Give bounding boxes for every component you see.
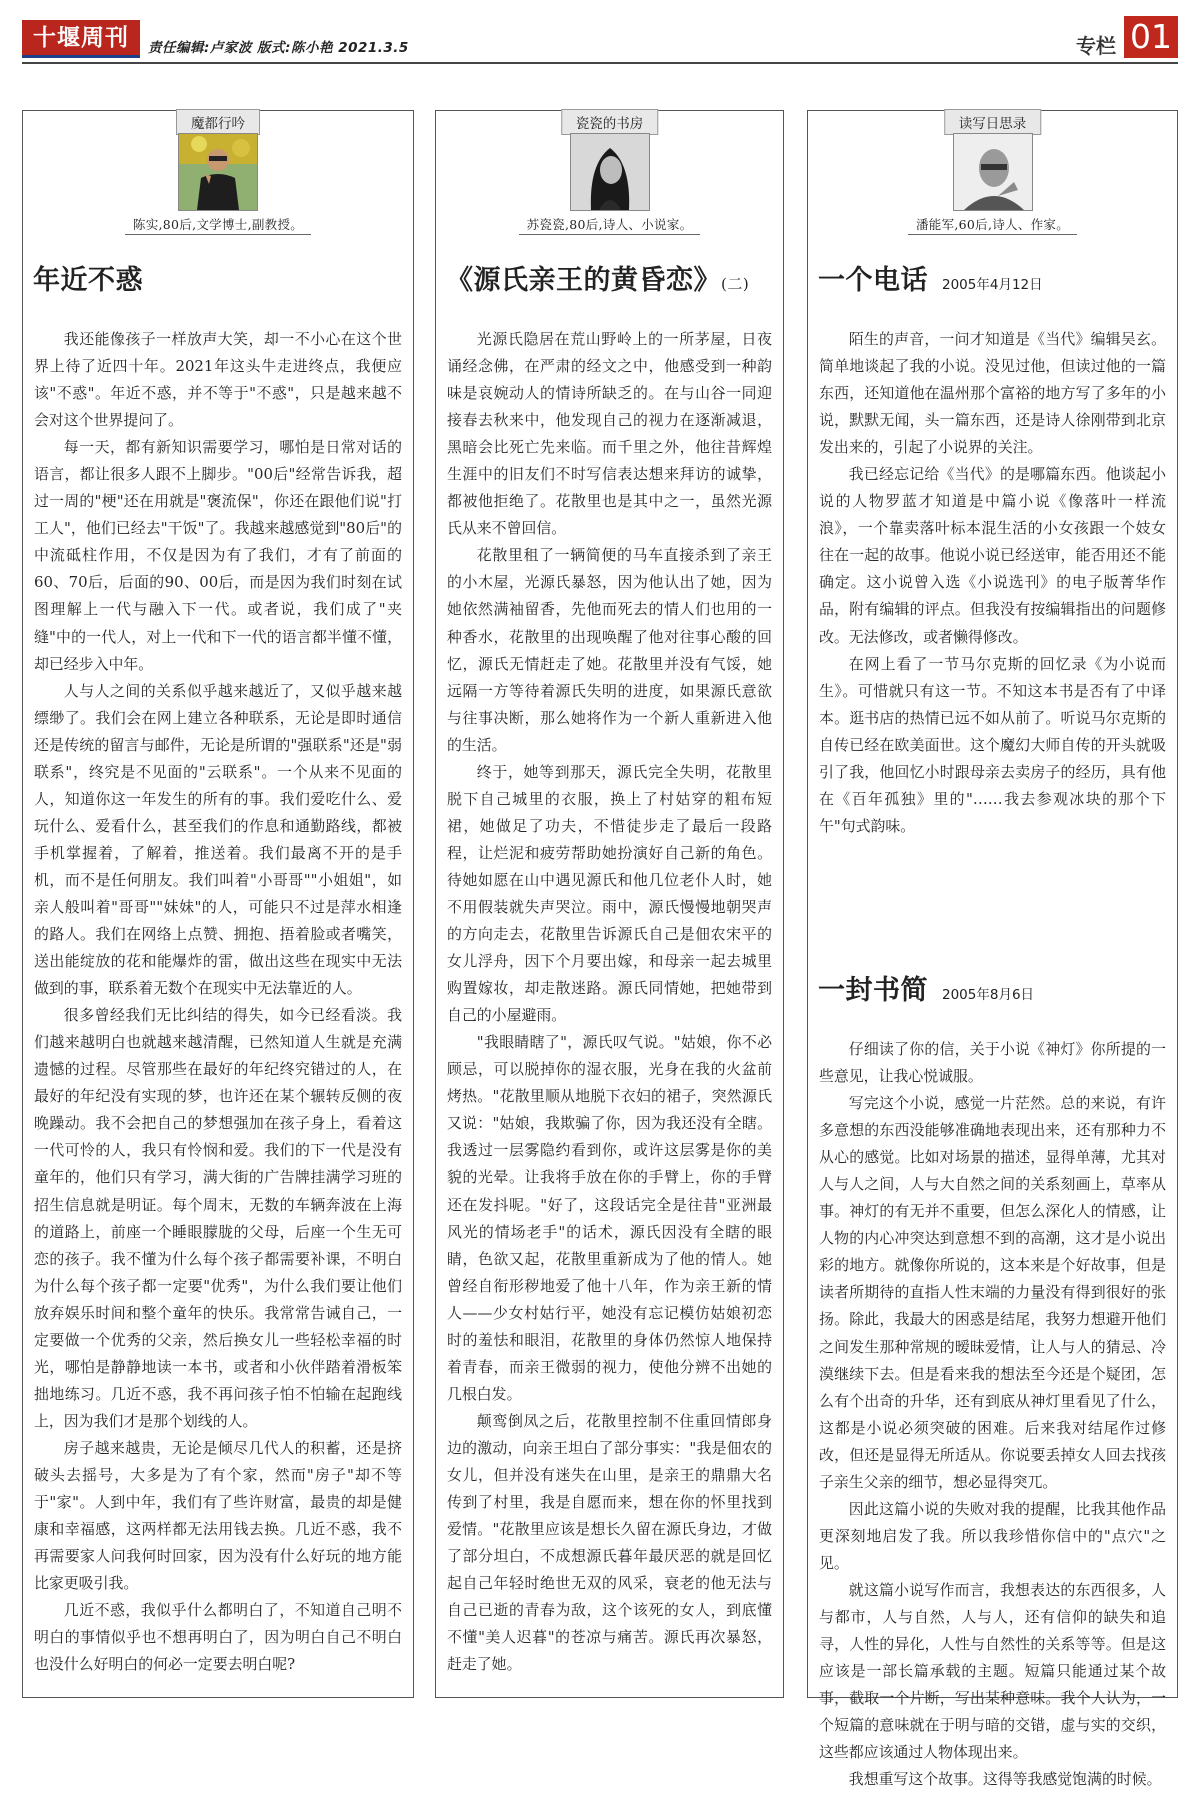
paragraph: 我已经忘记给《当代》的是哪篇东西。他谈起小说的人物罗蓝才知道是中篇小说《像落叶一样流浪》，一个靠卖落叶标本混生活的小女孩跟一个妓女往在一起的故事。他说小说已经送审，能否用还不能确定。这小说曾入选《小说选刊》的电子版菁华作品，附有编辑的评点。但我没有按编辑指出的问题修改。无法修改，或者懒得修改。 xyxy=(819,465,1166,646)
author-photo xyxy=(178,133,258,211)
section-title: 一个电话 2005年4月12日 xyxy=(818,265,1043,296)
paragraph: 我还能像孩子一样放声大笑，却一不小心在这个世界上待了近四十年。2021年这头牛走进终点，我便应该"不惑"。年近不惑，并不等于"不惑"，只是越来越不会对这个世界提问了。 xyxy=(34,330,402,430)
column-modu-xingyin xyxy=(22,110,414,1698)
paragraph: 几近不惑，我似乎什么都明白了，不知道自己明不明白的事情似乎也不想再明白了，因为明白自己不明白也没什么好明白的何必一定要去明白呢? xyxy=(34,1601,402,1674)
paragraph: 因此这篇小说的失败对我的提醒，比我其他作品更深刻地启发了我。所以我珍惜你信中的"点穴"之见。 xyxy=(819,1499,1166,1572)
paragraph: 在网上看了一节马尔克斯的回忆录《为小说而生》。可惜就只有这一节。不知这本书是否有了中译本。逛书店的热情已远不如从前了。听说马尔克斯的自传已经在欧美面世。这个魔幻大师自传的开头就吸引了我，他回忆小时跟母亲去卖房子的经历，具有他在《百年孤独》里的"……我去参观冰块的那个下午"句式韵味。 xyxy=(819,654,1166,835)
paragraph: 光源氏隐居在荒山野岭上的一所茅屋，日夜诵经念佛，在严肃的经文之中，他感受到一种韵味是哀婉动人的情诗所缺乏的。在与山谷一同迎接春去秋来中，他发现自己的视力在逐渐减退，黑暗会比死亡先来临。而千里之外，他往昔辉煌生涯中的旧友们不时写信表达想来拜访的诚挚，都被他拒绝了。花散里也是其中之一，虽然光源氏从来不曾回信。 xyxy=(447,330,772,538)
paragraph: 陌生的声音，一问才知道是《当代》编辑吴玄。简单地谈起了我的小说。没见过他，但读过他的一篇东西，还知道他在温州那个富裕的地方写了多年的小说，默默无闻，头一篇东西，还是诗人徐刚带到北京发出来的，引起了小说界的关注。 xyxy=(819,330,1166,457)
column-tag: 魔都行吟 xyxy=(176,109,260,135)
column-duxie-risilu xyxy=(807,110,1178,1789)
page-number: 01 xyxy=(1124,16,1178,58)
author-caption: 苏瓷瓷,80后,诗人、小说家。 xyxy=(436,215,783,233)
column-tag: 瓷瓷的书房 xyxy=(561,109,659,135)
paragraph: 终于，她等到那天，源氏完全失明，花散里脱下自己城里的衣服，换上了村姑穿的粗布短裙，她做足了功夫，不惜徒步走了最后一段路程，让烂泥和疲劳帮助她扮演好自己新的角色。待她如愿在山中遇见源氏和他几位老仆人时，她不用假装就失声哭泣。雨中，源氏慢慢地朝哭声的方向走去，花散里告诉源氏自己是佃农宋平的女儿浮舟，因下个月要出嫁，和母亲一起去城里购置嫁妆，却走散迷路。源氏同情她，把她带到自己的小屋避雨。 xyxy=(447,762,772,1025)
author-photo xyxy=(953,133,1033,211)
paragraph: 房子越来越贵，无论是倾尽几代人的积蓄，还是挤破头去摇号，大多是为了有个家，然而"房子"却不等于"家"。人到中年，我们有了些许财富，最贵的却是健康和幸福感，这两样都无法用钱去换。几近不惑，我不再需要家人问我何时回家，因为没有什么好玩的地方能比家更吸引我。 xyxy=(34,1438,402,1593)
author-caption: 陈实,80后,文学博士,副教授。 xyxy=(23,215,413,233)
section-name: 专栏 xyxy=(1076,34,1116,58)
article-title: 年近不惑 xyxy=(33,265,143,296)
section-body xyxy=(819,1036,1166,1793)
paragraph: 写完这个小说，感觉一片茫然。总的来说，有许多意想的东西没能够准确地表现出来，还有那种力不从心的感觉。比如对场景的描述，显得单薄，尤其对人与人之间，人与大自然之间的关系刻画上，草率从事。神灯的有无并不重要，但怎么深化人的情感，让人物的内心冲突达到意想不到的高潮，这才是小说出彩的地方。就像你所说的，这本来是个好故事，但是读者所期待的直指人性末端的力量没有得到很好的张扬。除此，我最大的困惑是结尾，我努力想避开他们之间发生那种常规的暧昧爱情，让人与人的猜忌、冷漠继续下去。但是看来我的想法至今还是个疑团，怎么有个出奇的升华，还有到底从神灯里看见了什么，这都是小说必须突破的困难。后来我对结尾作过修改，但还是显得无所适从。你说要丢掉女人回去找孩子亲生父亲的细节，想必显得突兀。 xyxy=(819,1094,1166,1491)
paragraph: 我想重写这个故事。这得等我感觉饱满的时候。 xyxy=(848,1770,1162,1789)
paragraph: 仔细读了你的信，关于小说《神灯》你所提的一些意见，让我心悦诚服。 xyxy=(819,1040,1166,1086)
section-title: 一封书简 2005年8月6日 xyxy=(818,975,1035,1006)
title-part: (二) xyxy=(721,275,750,293)
column-tag: 读写日思录 xyxy=(944,109,1042,135)
paragraph: 就这篇小说写作而言，我想表达的东西很多，人与都市，人与自然，人与人，还有信仰的缺失和追寻，人性的异化，人性与自然性的关系等等。但是这应该是一部长篇承载的主题。短篇只能通过某个故事，截取一个片断，写出某种意味。我个人认为，一个短篇的意味就在于明与暗的交错，虚与实的交织，这些都应该通过人物体现出来。 xyxy=(819,1580,1166,1762)
article-body xyxy=(34,326,402,1678)
paragraph: 颠鸾倒凤之后，花散里控制不住重回情郎身边的激动，向亲王坦白了部分事实："我是佃农的女儿，但并没有迷失在山里，是亲王的鼎鼎大名传到了村里，我是自愿而来，想在你的怀里找到爱情。"花散里应该是想长久留在源氏身边，才做了部分坦白，不成想源氏暮年最厌恶的就是回忆起自己年轻时绝世无双的风采，衰老的他无法与自己已逝的青春为敌，这个该死的女人，到底懂不懂"美人迟暮"的苍凉与痛苦。源氏再次暴怒，赶走了她。 xyxy=(447,1411,772,1674)
author-photo xyxy=(570,133,650,211)
section-body xyxy=(819,326,1166,840)
column-cici-shufang xyxy=(435,110,784,1698)
paragraph: 花散里租了一辆简便的马车直接杀到了亲王的小木屋，光源氏暴怒，因为他认出了她，因为她依然满袖留香，先他而死去的情人们也用的一种香水，花散里的出现唤醒了他对往事心酸的回忆，源氏无情赶走了她。花散里并没有气馁，她远隔一方等待着源氏失明的进度，如果源氏意欲与往事决断，那么她将作为一个新人重新进入他的生活。 xyxy=(447,546,772,754)
newspaper-logo: 十堰周刊 xyxy=(22,20,140,58)
paragraph: 很多曾经我们无比纠结的得失，如今已经看淡。我们越来越明白也就越来越清醒，已然知道人生就是充满遗憾的过程。尽管那些在最好的年纪终究错过的人，在最好的年纪没有实现的梦，也许还在某个辗转反侧的夜晚躁动。我不会把自己的梦想强加在孩子身上，看着这一代可怜的人，我只有怜悯和爱。我们的下一代是没有童年的，他们只有学习，满大街的广告牌挂满学习班的招生信息就是明证。每个周末，无数的车辆奔波在上海的道路上，前座一个睡眼朦胧的父母，后座一个生无可恋的孩子。我不懂为什么每个孩子都需要补课，不明白为什么每个孩子都一定要"优秀"，为什么我们要让他们放弃娱乐时间和整个童年的快乐。我常常告诫自己，一定要做一个优秀的父亲，然后换女儿一些轻松幸福的时光，哪怕是静静地读一本书，或者和小伙伴踏着滑板笨拙地练习。几近不惑，我不再问孩子怕不怕输在起跑线上，因为我们才是那个划线的人。 xyxy=(34,1006,402,1430)
author-caption: 潘能军,60后,诗人、作家。 xyxy=(808,215,1177,233)
article-title: 《源氏亲王的黄昏恋》(二) xyxy=(446,265,750,296)
masthead xyxy=(22,14,1178,62)
section-date: 2005年4月12日 xyxy=(942,277,1043,293)
article-body xyxy=(447,326,772,1678)
section-date: 2005年8月6日 xyxy=(942,987,1035,1003)
editor-line: 责任编辑:卢家波 版式:陈小艳 2021.3.5 xyxy=(148,40,409,56)
paragraph: "我眼睛瞎了"，源氏叹气说。"姑娘，你不必顾忌，可以脱掉你的湿衣服，光身在我的火盆前烤热。"花散里顺从地脱下衣妇的裙子，突然源氏又说："姑娘，我欺骗了你，因为我还没有全瞎。我透过一层雾隐约看到你，或许这层雾是你的美貌的光晕。让我将手放在你的手臂上，你的手臂还在发抖呢。"好了，这段话完全是往昔"亚洲最风光的情场老手"的话术，源氏因没有全瞎的眼睛，色欲又起，花散里重新成为了他的情人。她曾经自衔形秽地爱了他十八年，作为亲王新的情人——少女村姑行平，她没有忘记模仿姑娘初恋时的羞怯和眼泪，花散里的身体仍然惊人地保持着青春，而亲王微弱的视力，使他分辨不出她的几根白发。 xyxy=(447,1033,772,1403)
header-rule xyxy=(22,62,1178,64)
paragraph: 每一天，都有新知识需要学习，哪怕是日常对话的语言，都让很多人跟不上脚步。"00后"经常告诉我，超过一周的"梗"还在用就是"褒流保"，你还在跟他们说"打工人"，他们已经去"干饭"了。我越来越感觉到"80后"的中流砥柱作用，不仅是因为有了我们，才有了前面的60、70后，后面的90、00后，而是因为我们时刻在试图理解上一代与融入下一代。或者说，我们成了"夹缝"中的一代人，对上一代和下一代的语言都半懂不懂，却已经步入中年。 xyxy=(34,438,402,673)
paragraph: 人与人之间的关系似乎越来越近了，又似乎越来越缥缈了。我们会在网上建立各种联系，无论是即时通信还是传统的留言与邮件，无论是所谓的"强联系"还是"弱联系"，终究是不见面的"云联系"。一个从来不见面的人，知道你这一年发生的所有的事。我们爱吃什么、爱玩什么、爱看什么，甚至我们的作息和通勤路线，都被手机掌握着，了解着，推送着。我们最离不开的是手机，而不是任何朋友。我们叫着"小哥哥""小姐姐"，如亲人般叫着"哥哥""妹妹"的人，可能只不过是萍水相逢的路人。我们在网络上点赞、拥抱、捂着脸或者嘴笑，送出能绽放的花和能爆炸的雷，做出这些在现实中无法做到的事，联系着无数个在现实中无法靠近的人。 xyxy=(34,681,402,998)
